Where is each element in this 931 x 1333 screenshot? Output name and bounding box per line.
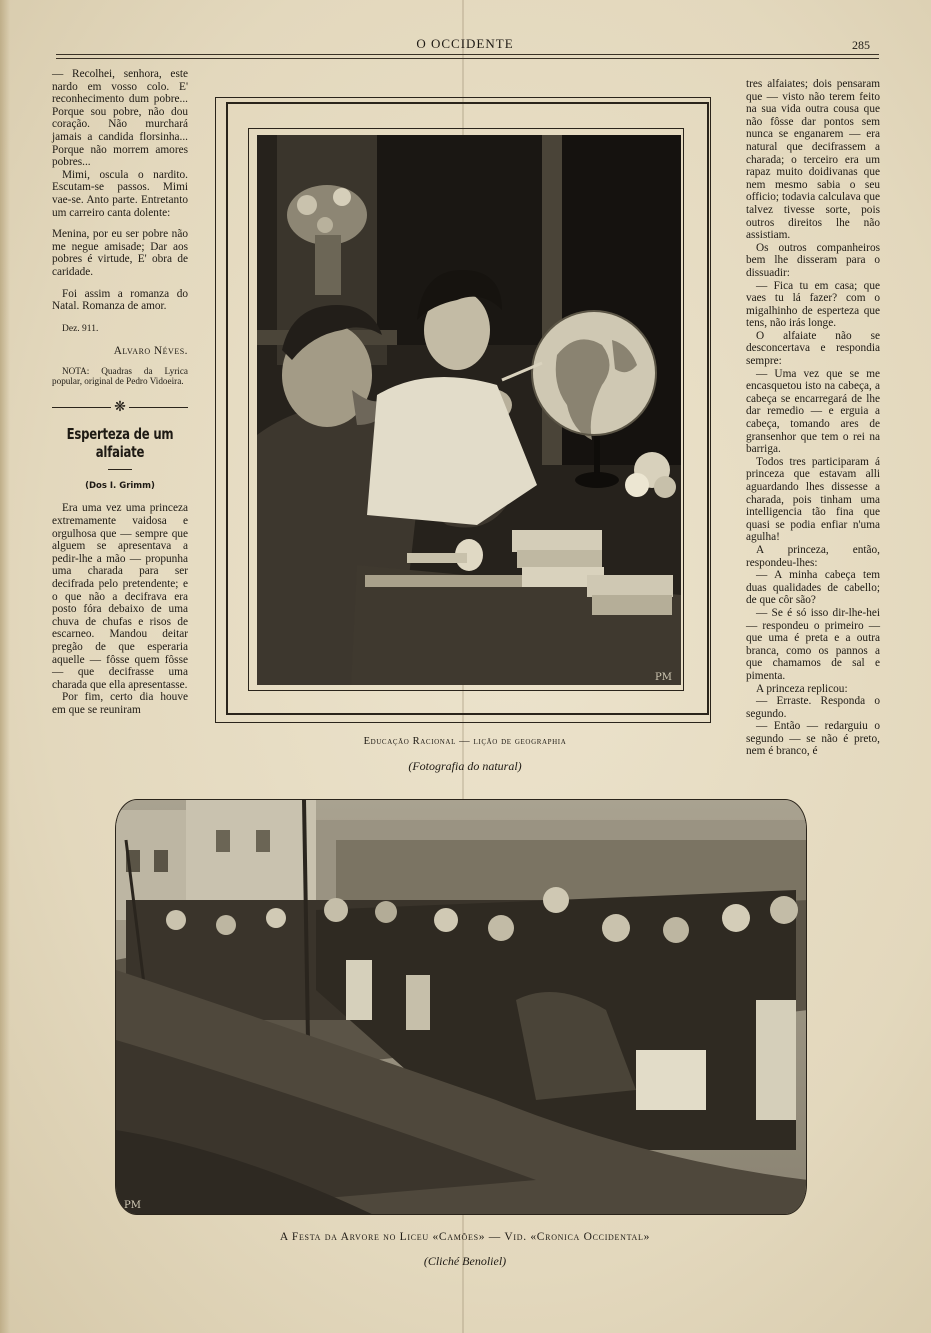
story-paragraph: Por fim, certo dia houve em que se reuniram xyxy=(52,691,188,716)
story-paragraph: — Então — redarguiu o segundo — se não é preto, nem é branco, é xyxy=(746,720,880,758)
poem-quatrain: Menina, por eu ser pobre não me negue amisade; Dar aos pobres é virtude, E' obra de caridade. xyxy=(52,228,188,278)
figure2-signature: PM xyxy=(124,1200,141,1211)
page-edge-shadow xyxy=(0,0,10,1333)
story-paragraph: Os outros companheiros bem lhe disseram para o dissuadir: xyxy=(746,241,880,279)
figure2-caption: A Festa da Arvore no Liceu «Camões» — Vid. «Cronica Occidental» xyxy=(279,1231,651,1243)
story-paragraph: O alfaiate não se desconcertava e respondia sempre: xyxy=(746,329,880,368)
story-paragraph: — A minha cabeça tem duas qualidades de cabello; de que côr são? xyxy=(746,569,880,607)
figure2-photograph xyxy=(115,799,807,1215)
poem-paragraph: Mimi, oscula o nardito. Escutam-se passos. Mimi vae-se. Anto parte. Entretanto um carreiro canta dolente: xyxy=(52,168,188,219)
header-rule-bottom xyxy=(56,58,879,59)
figure1-credit: (Fotografia do natural) xyxy=(408,759,522,773)
figure2-credit: (Cliché Benoliel) xyxy=(423,1254,507,1268)
title-short-rule xyxy=(108,469,132,470)
story-paragraph: A princeza, então, respondeu-lhes: xyxy=(746,543,880,569)
journal-title: O OCCIDENTE xyxy=(416,36,514,51)
article-date: Dez. 911. xyxy=(62,323,99,334)
story-paragraph: — Erraste. Responda o segundo. xyxy=(746,695,880,720)
article-author: Alvaro Néves. xyxy=(113,345,188,358)
story-title: Esperteza de um alfaiate xyxy=(66,424,174,461)
story-paragraph: — Fica tu em casa; que vaes tu lá fazer? com o migalhinho de esperteza que tens, não irás longe. xyxy=(746,279,880,330)
poem-paragraph: Foi assim a romanza do Natal. Romanza de amor. xyxy=(52,287,188,313)
story-paragraph: Era uma vez uma princeza extremamente vaidosa e orgulhosa que — sempre que alguem se apresentava a pedir-lhe a mão — propunha uma charada para ser decifrada pelo pretendente; e o que não a decifrava era posto fóra debaixo de uma chuva de chufas e risos de escarneo. Mandou deitar pregão de que esperaria aquelle — fôsse quem fôsse — que decifrasse uma charada que ella apresentasse. xyxy=(52,502,188,691)
story-paragraph: — Uma vez que se me encasquetou isto na cabeça, a cabeça se encarregará de lhe dar remedio — e erguia a cabeça, tomando ares de gransenhor que tem o rei na barriga. xyxy=(746,367,880,456)
story-paragraph: — Se é só isso dir-lhe-hei — respondeu o primeiro — que uma é preta e a outra branca, como os pannos a que chamamos de sal e pimenta. xyxy=(746,606,880,682)
article-note: NOTA: Quadras da Lyrica popular, original de Pedro Vidoeira. xyxy=(52,365,188,387)
story-paragraph: tres alfaiates; dois pensaram que — visto não terem feito na sua vida outra cousa que não fôsse dar pontos sem nunca se enganarem — era natural que decifrassem a charada; o terceiro era um rapaz muito doidivanas que nem mesmo sabia o seu officio; todavia calculava que talvez tivesse sorte, pois outros direitos lhe não assistiam. xyxy=(746,78,880,242)
asterism-icon: ❋ xyxy=(114,399,126,415)
section-divider-ornament xyxy=(52,401,188,415)
poem-paragraph: — Recolhei, senhora, este nardo em vosso colo. E' reconhecimento dum pobre... Porque sou pobre, não dou coração. Não murchará jamais a candida florsinha... Porque não morrem amores pobres... xyxy=(52,68,188,169)
figure1-signature: PM xyxy=(655,672,672,683)
story-paragraph: Todos tres participaram á princeza que estavam alli aguardando lhes dissesse a charada, pois tinham uma intelligencia tão fina que quasi se podia enfiar n'uma agulha! xyxy=(746,455,880,544)
header-rule-top xyxy=(56,54,879,55)
left-text-column xyxy=(52,68,188,717)
story-source: (Dos I. Grimm) xyxy=(85,480,155,491)
figure1-photograph xyxy=(257,135,681,685)
page-number: 285 xyxy=(852,38,870,52)
figure1-caption: Educação Racional — lição de geographia xyxy=(363,736,567,747)
story-paragraph: A princeza replicou: xyxy=(756,682,848,695)
right-text-column xyxy=(746,78,880,758)
